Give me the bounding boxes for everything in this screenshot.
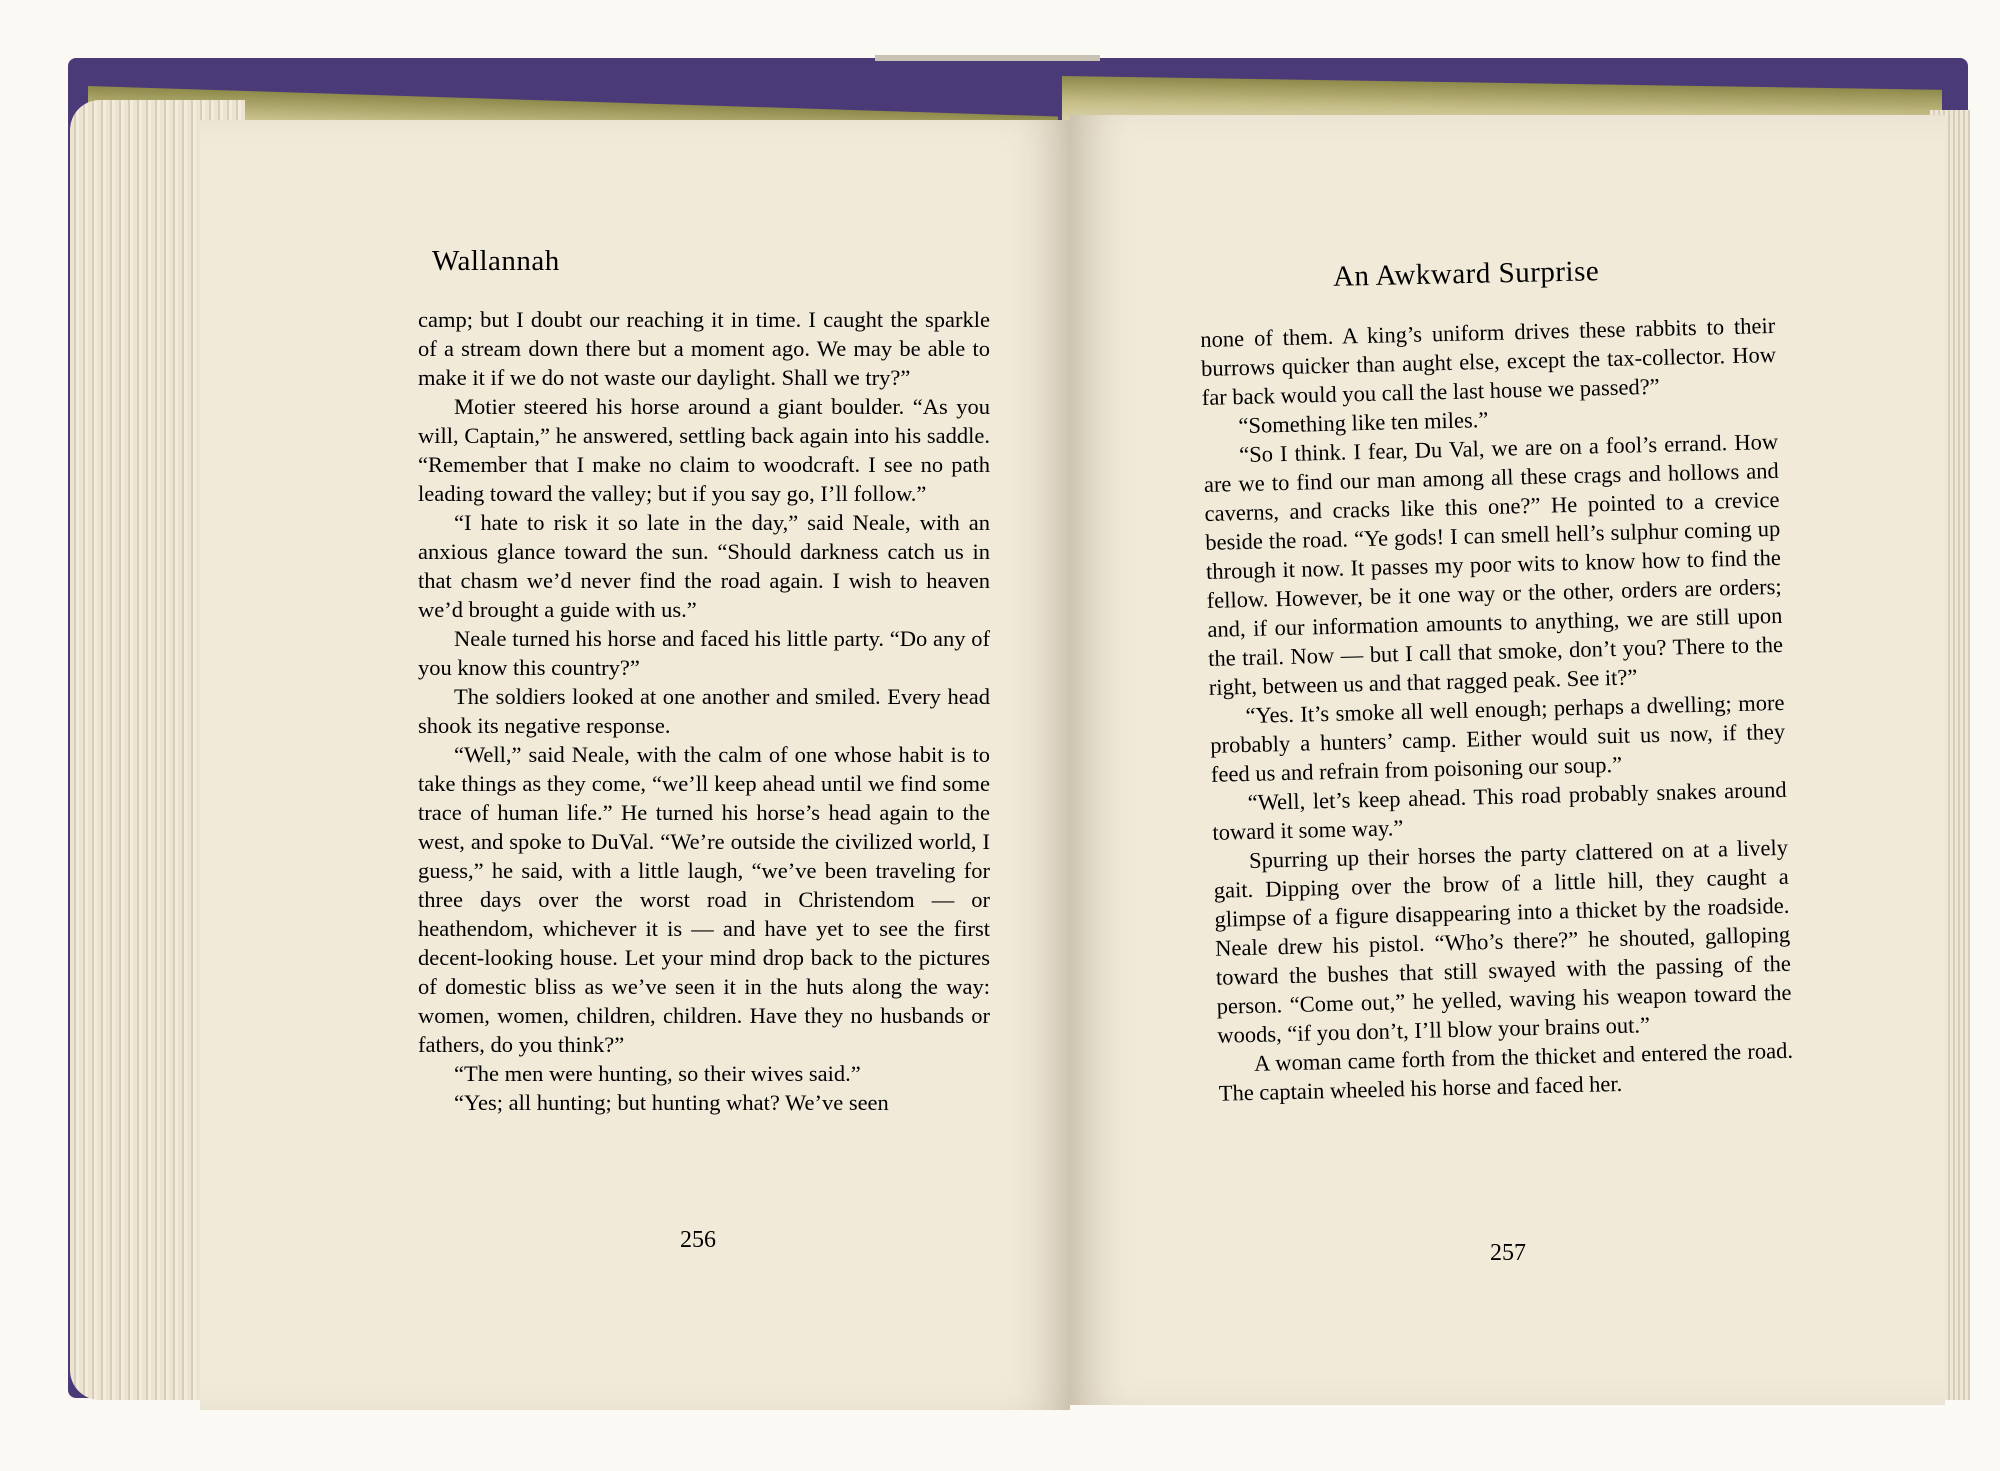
paragraph: “Something like ten miles.” xyxy=(1238,406,1489,439)
paragraph: none of them. A king’s uniform drives these rabbits to their burrows quicker than aught else, except the tax-collector. How far back would you call the last house we passed?” xyxy=(1200,312,1777,410)
right-page-number: 257 xyxy=(1490,1240,1526,1266)
paragraph: “Yes. It’s smoke all well enough; perhaps a dwelling; more probably a hunters’ camp. Either would suit us now, if they feed us and refrain from poisoning our soup.” xyxy=(1209,689,1786,787)
paragraph: Neale turned his horse and faced his little party. “Do any of you know this country?” xyxy=(418,626,990,680)
paragraph: The soldiers looked at one another and smiled. Every head shook its negative response. xyxy=(418,684,990,738)
left-running-head: Wallannah xyxy=(432,245,560,277)
left-page-text xyxy=(418,305,990,1117)
paragraph: “Well, let’s keep ahead. This road probably snakes around toward it some way.” xyxy=(1212,776,1787,845)
paragraph: “I hate to risk it so late in the day,” said Neale, with an anxious glance toward the sun. “Should darkness catch us in that chasm we’d never find the road again. I wish to heaven we’d brought a guide with us.” xyxy=(418,510,990,622)
paragraph: “Yes; all hunting; but hunting what? We’ve seen xyxy=(454,1090,889,1115)
paragraph: “Well,” said Neale, with the calm of one whose habit is to take things as they come, “we’ll keep ahead until we find some trace of human life.” He turned his horse’s head again to the west, and spoke to DuVal. “We’re outside the civilized world, I guess,” he said, with a little laugh, “we’ve been traveling for three days over the worst road in Christendom — or heathendom, whichever it is — and have yet to see the first decent-looking house. Let your mind drop back to the pictures of domestic bliss as we’ve seen it in the huts along the way: women, women, children, children. Have they no husbands or fathers, do you think?” xyxy=(418,742,990,1057)
paragraph: A woman came forth from the thicket and entered the road. The captain wheeled his horse and faced her. xyxy=(1218,1037,1794,1106)
paragraph: camp; but I doubt our reaching it in time. I caught the sparkle of a stream down there but a moment ago. We may be able to make it if we do not waste our daylight. Shall we try?” xyxy=(418,307,990,390)
right-running-head: An Awkward Surprise xyxy=(1332,255,1600,293)
paragraph: Motier steered his horse around a giant boulder. “As you will, Captain,” he answered, settling back again into his saddle. “Remember that I make no claim to woodcraft. I see no path leading toward the valley; but if you say go, I’ll follow.” xyxy=(418,394,990,506)
paragraph: Spurring up their horses the party clattered on at a lively gait. Dipping over the brow of a little hill, they caught a glimpse of a figure disappearing into a thicket by the roadside. Neale drew his pistol. “Who’s there?” he shouted, galloping toward the bushes that still swayed with the passing of the person. “Come out,” he yelled, waving his weapon toward the woods, “if you don’t, I’ll blow your brains out.” xyxy=(1213,834,1792,1048)
right-page-text xyxy=(1200,311,1794,1108)
paragraph: “The men were hunting, so their wives said.” xyxy=(454,1061,861,1086)
left-page-number: 256 xyxy=(680,1227,716,1253)
paragraph: “So I think. I fear, Du Val, we are on a fool’s errand. How are we to find our man among all these crags and hollows and caverns, and cracks like this one?” He pointed to a crevice beside the road. “Ye gods! I can smell hell’s sulphur coming up through it now. It passes my poor wits to know how to find the fellow. However, be it one way or the other, orders are orders; and, if our information amounts to anything, we are still upon the trail. Now — but I call that smoke, don’t you? There to the right, between us and that ragged peak. See it?” xyxy=(1203,428,1784,700)
